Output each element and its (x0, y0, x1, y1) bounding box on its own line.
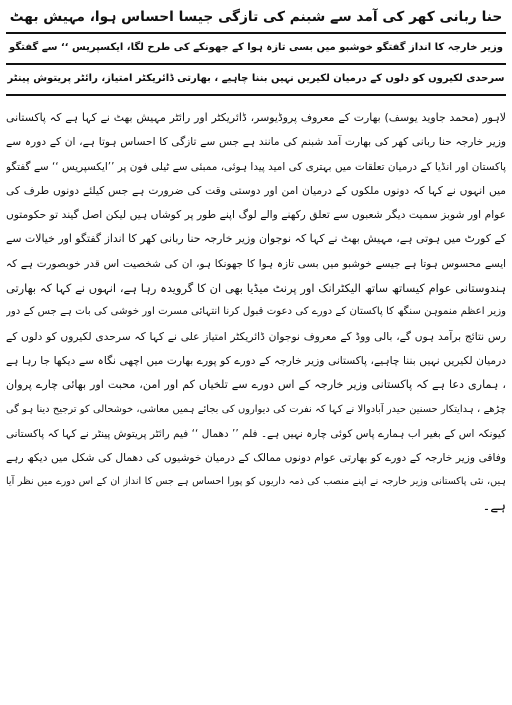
article-line: ایسے محسوس ہوتا ہے جیسے خوشبو میں بسی تازہ ہوا کا جھونکا ہو، ان کی شخصیت اس قدر خوبصورت ہے کہ (6, 257, 506, 270)
headline-line-1: حنا ربانی کھر کی آمد سے شبنم کی تازگی جیسا احساس ہوا، مہیش بھٹ (9, 9, 503, 25)
article-line: رس نتائج برآمد ہوں گے، بالی ووڈ کے معروف نوجوان ڈائریکٹر امتیاز علی نے کہا کہ سرحدی لکیروں کو دلوں کے (6, 329, 506, 343)
article-line: عوام اور شوبز سمیت دیگر شعبوں سے تعلق رکھنے والے لوگ اپنے طور پر کوشاں ہیں لیکن اصل گیند تو حکومتوں (6, 208, 506, 222)
headline-divider (6, 63, 506, 65)
article-line: ہیں، نئی پاکستانی وزیر خارجہ نے اپنے منصب کی ذمہ داریوں کو پورا احساس ہے جس کا انداز ان کے اس دورے میں نظر آیا (6, 476, 506, 488)
article-line: پاکستان اور انڈیا کے درمیان تعلقات میں بہتری کی امید پیدا ہوئی، ممبئی سے ٹیلی فون پر ’’ایکسپریس ‘‘ سے گفتگو (6, 160, 506, 173)
headline-line-3: سرحدی لکیروں کو دلوں کے درمیان لکیریں نہیں بننا چاہیے ، بھارتی ڈائریکٹر امتیاز، رائٹر پریتوش پینٹر (7, 73, 505, 84)
article-line: وزیر اعظم منموہن سنگھ کا پاکستان کے دورے کی دعوت قبول کرنا انتہائی مسرت اور خوشی کی بات ہے جس کے دور (6, 306, 506, 318)
article-line: درمیان لکیریں نہیں بننا چاہیے، پاکستانی وزیر خارجہ کے دورے کو پورے بھارت میں اچھی نگاہ سے دیکھا جا رہا ہے (6, 353, 506, 367)
article-line: ہندوستانی عوام کیساتھ ساتھ الیکٹرانک اور پرنٹ میڈیا بھی ان کا گرویدہ رہا ہے، انہوں نے کہا کہ بھارتی (6, 281, 506, 296)
article-body (6, 106, 506, 519)
headline-block (6, 4, 506, 96)
headline-divider (6, 32, 506, 34)
article-line: چڑھے ، ہدایتکار حسنین حیدر آبادوالا نے کہا کہ نفرت کی دیواروں کی بجائے ہمیں معاشی، خوشحالی کو ترجیح دینا ہو گی (6, 403, 506, 415)
headline-divider (6, 94, 506, 96)
article-line: وزیر خارجہ حنا ربانی کھر کی بھارت آمد شبنم کی مانند ہے جس سے تازگی کا احساس ہوتا ہے، ان کے دورہ سے (6, 135, 506, 149)
article-line: کیونکہ اس کے بغیر اب ہمارے پاس کوئی چارہ نہیں ہے۔ فلم ’’ دھمال ‘‘ فیم رائٹر پریتوش پینٹر نے کہا کہ پاکستانی (6, 427, 506, 440)
article-line: میں انہوں نے کہا کہ دونوں ملکوں کے درمیان امن اور دوستی وقت کی ضرورت ہے جس کیلئے دونوں طرف کی (6, 183, 506, 197)
article-line: لاہور (محمد جاوید یوسف) بھارت کے معروف پروڈیوسر، ڈائریکٹر اور رائٹر مہیش بھٹ نے کہا ہے کہ پاکستانی (6, 111, 506, 124)
article-line: وفاقی وزیر خارجہ کے دورے کو بھارتی عوام دونوں ممالک کے درمیان خوشیوں کی دھمال کی شکل میں دیکھ رہے (6, 451, 506, 465)
article-line: ہے۔ (482, 498, 506, 514)
article-line: کے کورٹ میں ہوتی ہے، مہیش بھٹ نے کہا کہ نوجوان وزیر خارجہ حنا ربانی کھر کا انداز گفتگو اور خیالات سے (6, 232, 506, 246)
headline-line-2: وزیر خارجہ کا انداز گفتگو خوشبو میں بسی تازہ ہوا کے جھونکے کی طرح لگا، ایکسپریس ‘‘ سے گفتگو (9, 42, 503, 53)
article-line: ، ہماری دعا ہے کہ پاکستانی وزیر خارجہ کے اس دورے سے تلخیاں کم اور امن، محبت اور بھائی چارے پروان (6, 378, 506, 392)
